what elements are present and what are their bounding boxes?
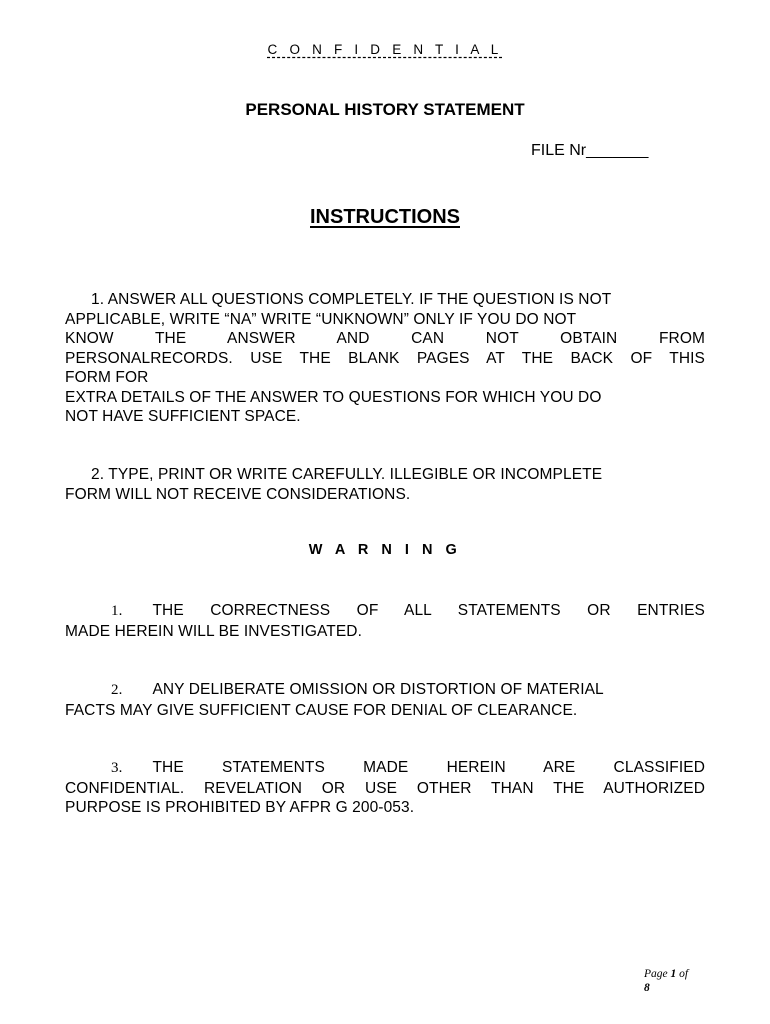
page-of: of	[679, 968, 689, 980]
instruction-2-line-2: FORM WILL NOT RECEIVE CONSIDERATIONS.	[65, 485, 411, 503]
instruction-2-text-a: TYPE, PRINT OR WRITE CAREFULLY. ILLEGIBLE OR INCOMPLETE	[108, 466, 603, 483]
file-number-field: FILE Nr_______	[531, 142, 649, 159]
instruction-1-number: 1.	[91, 291, 105, 308]
instruction-1-line-2: APPLICABLE, WRITE “NA” WRITE “UNKNOWN” ONLY IF YOU DO NOT	[65, 310, 577, 328]
warning-3-line-2: CONFIDENTIAL. REVELATION OR USE OTHER THAN THE AUTHORIZED	[65, 779, 705, 797]
instruction-1-line-4: PERSONALRECORDS. USE THE BLANK PAGES AT THE BACK OF THIS	[65, 349, 705, 367]
instruction-1-line-7: NOT HAVE SUFFICIENT SPACE.	[65, 408, 301, 425]
instruction-1-line-1	[65, 290, 705, 310]
warning-1-line-2: MADE HEREIN WILL BE INVESTIGATED.	[65, 622, 362, 640]
page-number-line-2	[644, 981, 688, 995]
warning-item-3	[65, 758, 705, 818]
instruction-item-1	[65, 290, 705, 427]
warning-3-text-a: THE STATEMENTS MADE HEREIN ARE CLASSIFIED	[152, 759, 705, 776]
warning-3-number: 3.	[111, 760, 123, 776]
instructions-heading: INSTRUCTIONS	[310, 206, 460, 228]
instruction-1-line-3: KNOW THE ANSWER AND CAN NOT OBTAIN FROM	[65, 330, 705, 347]
warning-item-2	[65, 680, 705, 720]
instruction-2-number: 2.	[91, 466, 105, 483]
instruction-item-2	[65, 465, 705, 504]
page-number-line-1	[644, 967, 688, 981]
instruction-1-line-5: FORM FOR	[65, 369, 149, 386]
page-number	[644, 967, 688, 995]
page-label: Page	[644, 968, 668, 980]
warning-2-text-a: ANY DELIBERATE OMISSION OR DISTORTION OF MATERIAL	[152, 681, 604, 698]
warning-2-line-2: FACTS MAY GIVE SUFFICIENT CAUSE FOR DENIAL OF CLEARANCE.	[65, 701, 578, 719]
warning-1-line-1	[65, 601, 705, 622]
warning-2-number: 2.	[111, 682, 123, 698]
warning-3-line-3: PURPOSE IS PROHIBITED BY AFPR G 200-053.	[65, 799, 415, 816]
warning-item-1	[65, 601, 705, 641]
page-total: 8	[644, 982, 650, 994]
instruction-1-text-a: ANSWER ALL QUESTIONS COMPLETELY. IF THE QUESTION IS NOT	[107, 291, 612, 308]
instruction-1-line-6: EXTRA DETAILS OF THE ANSWER TO QUESTIONS FOR WHICH YOU DO	[65, 388, 602, 406]
confidential-label	[0, 42, 770, 57]
warning-heading: W A R N I N G	[308, 542, 462, 558]
warning-1-number: 1.	[111, 603, 123, 619]
warning-2-line-1	[65, 680, 705, 701]
warning-1-text-a: THE CORRECTNESS OF ALL STATEMENTS OR ENTRIES	[152, 602, 705, 619]
confidential-text: C O N F I D E N T I A L	[267, 42, 503, 57]
instruction-2-line-1	[65, 465, 705, 485]
document-title: PERSONAL HISTORY STATEMENT	[245, 100, 525, 119]
warning-3-line-1	[65, 758, 705, 779]
page-current: 1	[670, 968, 677, 980]
